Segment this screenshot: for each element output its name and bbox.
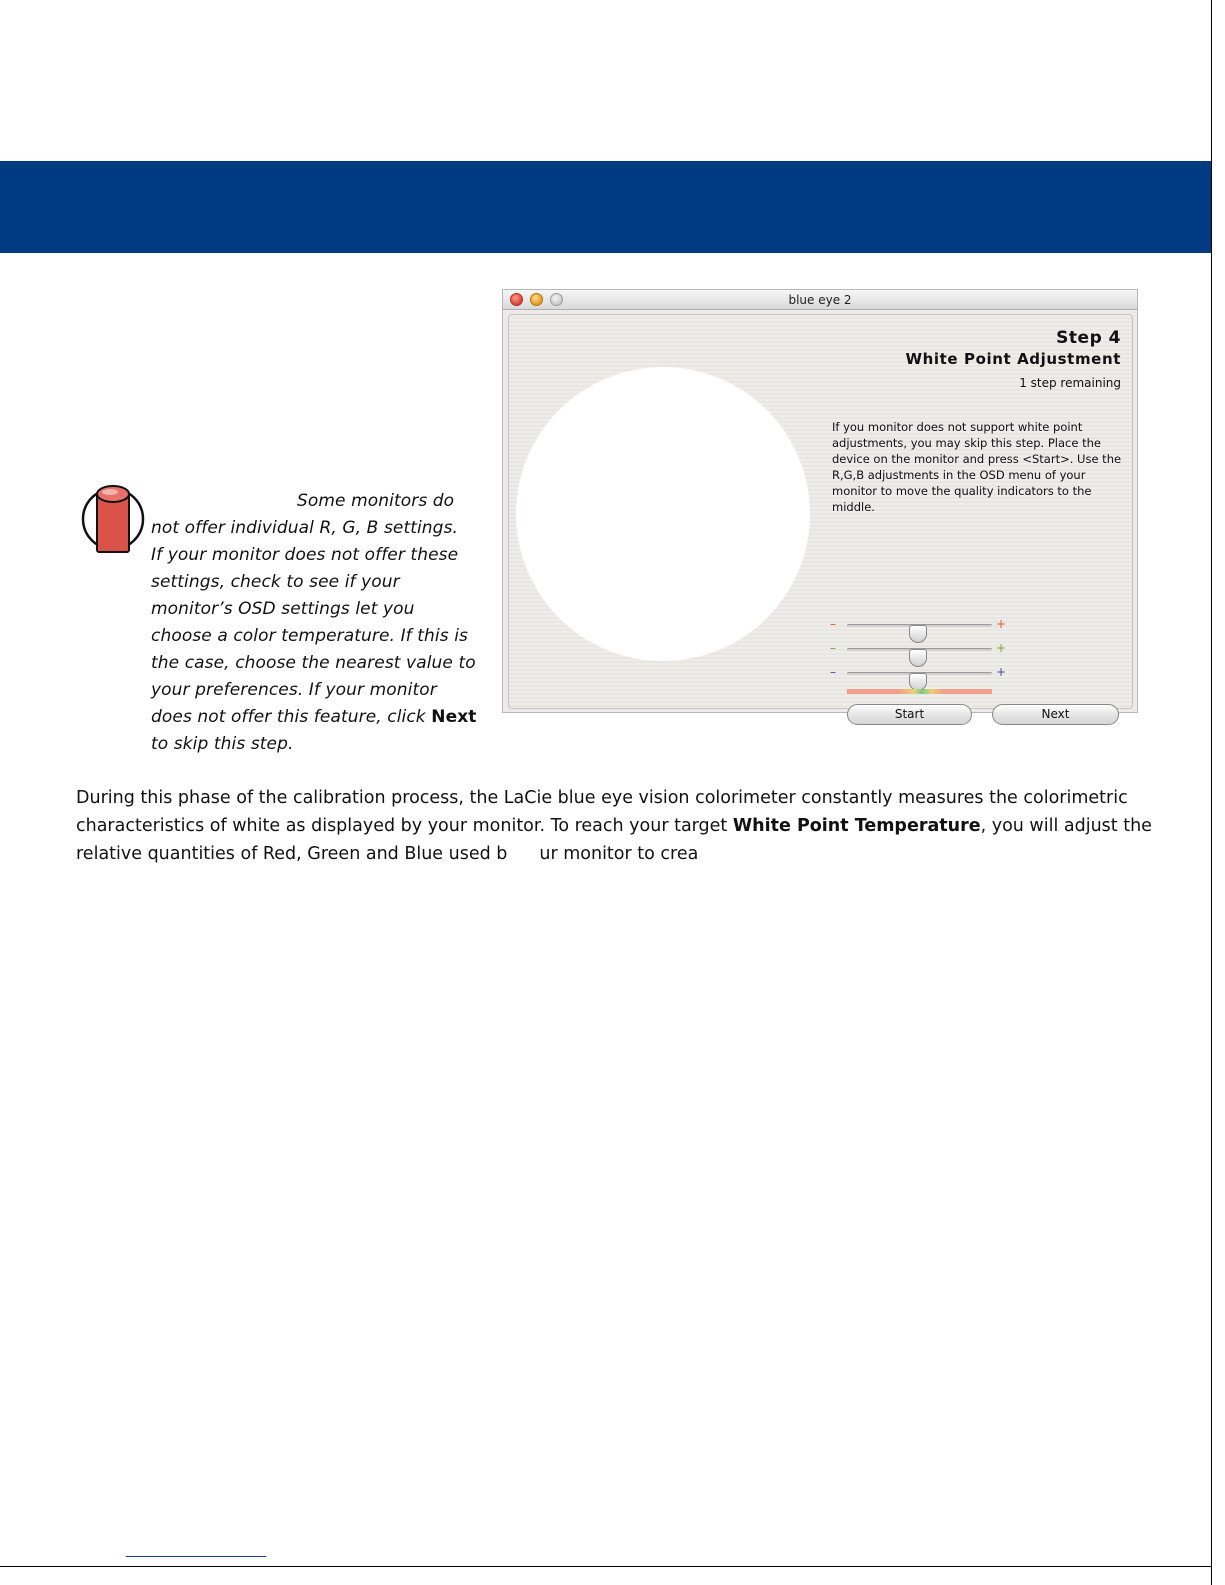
header-banner [0,161,1212,253]
slider-track[interactable] [847,648,992,651]
note-line: monitor’s OSD settings let you [151,599,415,619]
important-note-icon [80,482,146,556]
paragraph-text: characteristics of white as displayed by your monitor. To reach your target [76,816,733,836]
white-point-temperature-term: White Point Temperature [732,816,981,836]
note-line: not offer individual R, G, B settings. [151,518,459,538]
measurement-circle [516,367,810,661]
steps-remaining: 1 step remaining [1019,376,1121,390]
next-button[interactable]: Next [992,704,1119,725]
note-line-text: does not offer this feature, click [151,707,432,727]
important-note-text [151,488,491,758]
paragraph-text: ur monitor to crea [539,844,699,864]
app-window [502,289,1138,721]
slider-plus: + [996,665,1007,679]
blue-slider[interactable] [830,664,1010,684]
slider-track[interactable] [847,672,992,675]
note-line: settings, check to see if your [151,572,400,592]
step-title: Step 4 [1056,328,1121,348]
red-slider[interactable] [830,616,1010,636]
green-slider[interactable] [830,640,1010,660]
body-paragraph [76,784,1152,868]
note-line [151,704,491,731]
next-reference: Next [431,707,477,727]
step-subtitle: White Point Adjustment [905,350,1121,368]
slider-minus: – [830,665,836,679]
slider-plus: + [996,641,1007,655]
paragraph-line: During this phase of the calibration process, the LaCie blue eye vision colorimeter constantly measures the colorimetric [76,788,1128,808]
paragraph-line [76,840,1136,868]
window-titlebar [503,290,1137,310]
window-title: blue eye 2 [788,293,852,307]
footer-link-underline[interactable] [126,1556,266,1557]
note-line: If your monitor does not offer these [151,545,459,565]
paragraph-line [76,812,1152,840]
note-line: to skip this step. [151,734,294,754]
slider-plus: + [996,617,1007,631]
window-content [508,314,1133,721]
start-button[interactable]: Start [847,704,972,725]
paragraph-text: relative quantities of Red, Green and Blue used b [76,844,508,864]
slider-minus: – [830,641,836,655]
paragraph-text: , you will adjust the [980,816,1152,836]
slider-minus: – [830,617,836,631]
note-line: Some monitors do [297,491,455,511]
instructions-text: If you monitor does not support white point adjustments, you may skip this step. Place the device on the monitor and press <Start>. Use the R,G,B adjustments in the OSD menu of your monitor to move the quality indicators to the middle. [832,420,1122,514]
slider-track[interactable] [847,624,992,627]
quality-indicator-bar [847,689,992,694]
note-line: the case, choose the nearest value to [151,653,476,673]
note-line: choose a color temperature. If this is [151,626,468,646]
note-line: your preferences. If your monitor [151,680,437,700]
page-edge-rule [1211,0,1212,1585]
footer-rule [0,1566,1212,1567]
